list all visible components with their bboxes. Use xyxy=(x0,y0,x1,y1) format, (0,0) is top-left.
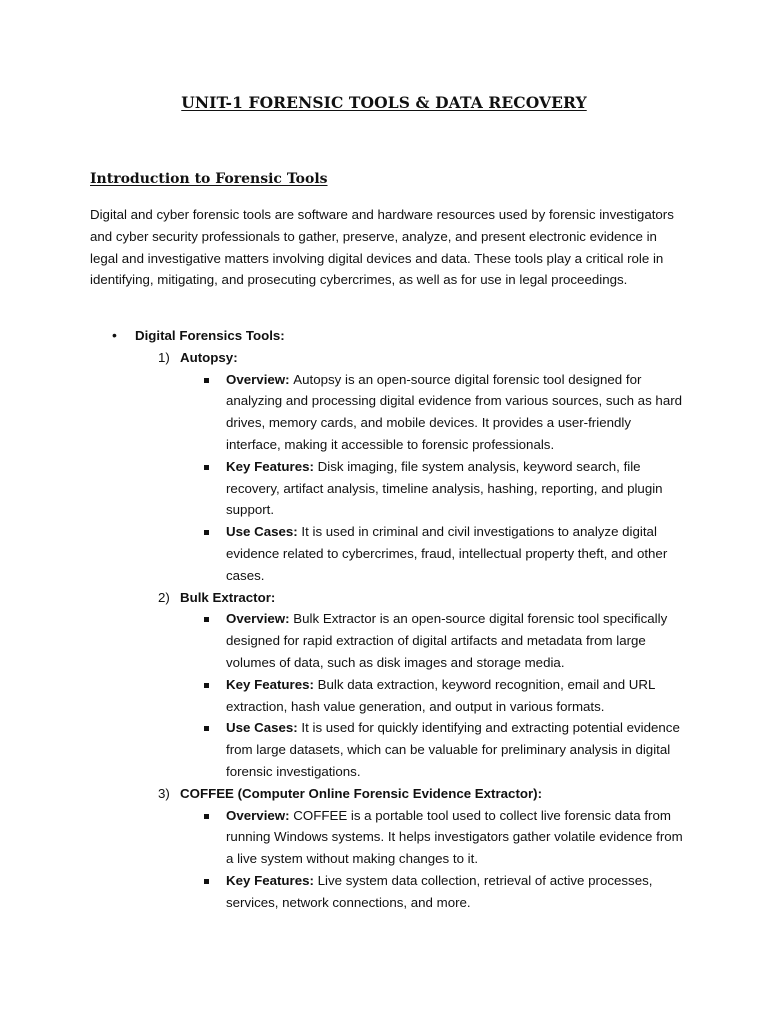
detail-text: Disk imaging, file system analysis, keyword search, file recovery, artifact analysis, timeline analysis, hashing, reporting, and plugin support. xyxy=(226,458,663,518)
tool-number: 3) xyxy=(158,785,170,801)
document-title: UNIT-1 FORENSIC TOOLS & DATA RECOVERY xyxy=(181,93,587,112)
detail-key: Key Features: xyxy=(226,676,318,692)
detail-item xyxy=(90,674,690,718)
tool-name: Autopsy: xyxy=(180,349,238,365)
detail-key: Overview: xyxy=(226,371,294,387)
square-bullet-icon xyxy=(204,879,209,884)
tool-number: 1) xyxy=(158,349,170,365)
square-bullet-icon xyxy=(204,726,209,731)
square-bullet-icon xyxy=(204,465,209,470)
square-bullet-icon xyxy=(204,683,209,688)
tool-list xyxy=(90,325,690,914)
square-bullet-icon xyxy=(204,814,209,819)
detail-text: Bulk Extractor is an open-source digital forensic tool specifically designed for rapid extraction of digital artifacts and metadata from large volumes of data, such as disk images and storage media. xyxy=(226,611,668,670)
tool-item xyxy=(90,347,690,369)
detail-item xyxy=(90,717,690,782)
tool-name: COFFEE (Computer Online Forensic Evidence Extractor): xyxy=(180,785,543,801)
intro-paragraph: Digital and cyber forensic tools are software and hardware resources used by forensic investigators and cyber security professionals to gather, preserve, analyze, and present electronic evidence in legal and investigative matters involving digital devices and data. These tools play a critical role in identifying, mitigating, and prosecuting cybercrimes, as well as for use in legal proceedings. xyxy=(90,207,674,288)
detail-key: Use Cases: xyxy=(226,720,302,736)
square-bullet-icon xyxy=(204,530,209,535)
detail-text: It is used in criminal and civil investigations to analyze digital evidence related to cybercrimes, fraud, intellectual property theft, and other cases. xyxy=(226,524,668,583)
bullet-icon: • xyxy=(112,327,117,343)
square-bullet-icon xyxy=(204,378,209,383)
tool-name: Bulk Extractor: xyxy=(180,589,276,605)
detail-key: Key Features: xyxy=(226,458,318,474)
detail-text: Live system data collection, retrieval of active processes, services, network connections, and more. xyxy=(226,872,653,910)
detail-item xyxy=(90,369,690,456)
section-heading: Introduction to Forensic Tools xyxy=(90,171,328,187)
detail-text: Bulk data extraction, keyword recognition, email and URL extraction, hash value generation, and output in various formats. xyxy=(226,676,655,714)
detail-item xyxy=(90,870,690,914)
detail-text: Autopsy is an open-source digital forensic tool designed for analyzing and processing digital evidence from various sources, such as hard drives, memory cards, and mobile devices. It provides a user-friendly interface, making it accessible to forensic professionals. xyxy=(226,371,683,452)
square-bullet-icon xyxy=(204,617,209,622)
detail-key: Key Features: xyxy=(226,872,318,888)
detail-item xyxy=(90,805,690,870)
category-item xyxy=(90,325,690,347)
detail-key: Overview: xyxy=(226,807,294,823)
category-label: Digital Forensics Tools: xyxy=(135,328,285,343)
tool-item xyxy=(90,587,690,609)
detail-item xyxy=(90,456,690,521)
detail-text: It is used for quickly identifying and extracting potential evidence from large datasets, which can be valuable for preliminary analysis in digital forensic investigations. xyxy=(226,720,680,779)
detail-key: Use Cases: xyxy=(226,524,302,540)
tool-item xyxy=(90,783,690,805)
detail-text: COFFEE is a portable tool used to collect live forensic data from running Windows systems. It helps investigators gather volatile evidence from a live system without making changes to it. xyxy=(226,807,683,867)
detail-item xyxy=(90,608,690,673)
detail-item xyxy=(90,521,690,586)
tool-number: 2) xyxy=(158,589,170,605)
detail-key: Overview: xyxy=(226,611,294,627)
